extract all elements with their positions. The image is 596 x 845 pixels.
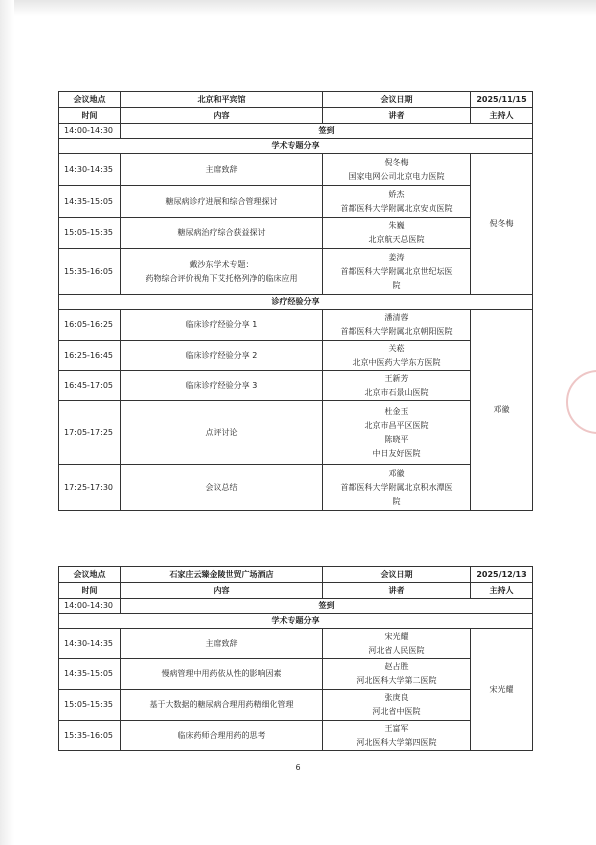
content-header: 内容 bbox=[121, 583, 323, 599]
row-speaker bbox=[323, 401, 471, 465]
row-time: 14:35-15:05 bbox=[59, 659, 121, 690]
row-time: 14:30-14:35 bbox=[59, 154, 121, 186]
row-time: 16:45-17:05 bbox=[59, 371, 121, 401]
host-header: 主持人 bbox=[471, 108, 533, 124]
row-time: 15:35-16:05 bbox=[59, 249, 121, 295]
date-value: 2025/12/13 bbox=[471, 567, 533, 583]
row-speaker bbox=[323, 629, 471, 659]
row-speaker bbox=[323, 659, 471, 690]
venue-label: 会议地点 bbox=[59, 92, 121, 108]
time-header: 时间 bbox=[59, 108, 121, 124]
row-content: 临床药师合理用药的思考 bbox=[121, 721, 323, 751]
speaker-name: 王新芳 bbox=[384, 373, 409, 383]
scan-shadow-top bbox=[0, 0, 596, 16]
speaker-org: 首都医科大学附属北京世纪坛医 bbox=[340, 266, 453, 276]
row-content: 主席致辞 bbox=[121, 154, 323, 186]
row-speaker bbox=[323, 690, 471, 721]
row-time: 15:35-16:05 bbox=[59, 721, 121, 751]
checkin-label: 签到 bbox=[121, 124, 533, 139]
speaker-name: 邓徽 bbox=[388, 468, 405, 478]
speaker-org: 河北医科大学第二医院 bbox=[356, 676, 437, 685]
speaker-name: 张庚良 bbox=[384, 693, 409, 702]
section-header-row bbox=[59, 139, 533, 154]
checkin-row bbox=[59, 124, 533, 139]
row-content: 糖尿病治疗综合获益探讨 bbox=[121, 218, 323, 249]
agenda-row bbox=[59, 401, 533, 465]
content-header: 内容 bbox=[121, 108, 323, 124]
scan-shadow-left bbox=[0, 0, 14, 845]
host-cell: 邓徽 bbox=[471, 310, 533, 511]
row-content bbox=[121, 249, 323, 295]
time-header: 时间 bbox=[59, 583, 121, 599]
row-time: 15:05-15:35 bbox=[59, 218, 121, 249]
agenda-row bbox=[59, 690, 533, 721]
row-time: 17:05-17:25 bbox=[59, 401, 121, 465]
speaker-name: 赵占胜 bbox=[384, 662, 409, 671]
speaker-org: 河北医科大学第四医院 bbox=[356, 737, 437, 747]
row-speaker bbox=[323, 341, 471, 371]
agenda-row bbox=[59, 249, 533, 295]
checkin-time: 14:00-14:30 bbox=[59, 599, 121, 614]
row-content: 临床诊疗经验分享 1 bbox=[121, 310, 323, 341]
agenda-row bbox=[59, 186, 533, 218]
row-speaker bbox=[323, 371, 471, 401]
venue-value: 石家庄云臻金陵世贸广场酒店 bbox=[121, 567, 323, 583]
speaker-name-2: 陈晓平 bbox=[384, 434, 409, 444]
host-cell: 倪冬梅 bbox=[471, 154, 533, 295]
row-content: 主席致辞 bbox=[121, 629, 323, 659]
speaker-org: 河北省人民医院 bbox=[368, 645, 425, 655]
row-speaker bbox=[323, 310, 471, 341]
agenda-row bbox=[59, 659, 533, 690]
row-content: 慢病管理中用药依从性的影响因素 bbox=[121, 659, 323, 690]
row-time: 17:25-17:30 bbox=[59, 465, 121, 511]
agenda-row bbox=[59, 341, 533, 371]
content-line-2: 药物综合评价视角下艾托格列净的临床应用 bbox=[145, 273, 298, 283]
speaker-org: 北京市昌平区医院 bbox=[364, 420, 429, 430]
speaker-org-cont: 院 bbox=[392, 496, 401, 506]
page-number: 6 bbox=[295, 763, 301, 772]
section-title: 学术专题分享 bbox=[59, 139, 533, 154]
meeting-2-agenda-table bbox=[58, 566, 533, 751]
meeting-1-agenda-table bbox=[58, 91, 533, 511]
speaker-org: 河北省中医院 bbox=[372, 707, 421, 716]
agenda-row bbox=[59, 465, 533, 511]
column-header-row bbox=[59, 583, 533, 599]
host-cell: 宋光耀 bbox=[471, 629, 533, 751]
host-header: 主持人 bbox=[471, 583, 533, 599]
section-title: 学术专题分享 bbox=[59, 614, 533, 629]
speaker-name: 王富军 bbox=[384, 723, 409, 733]
agenda-row bbox=[59, 371, 533, 401]
venue-row bbox=[59, 92, 533, 108]
speaker-org: 北京航天总医院 bbox=[368, 235, 425, 244]
speaker-org: 北京中医药大学东方医院 bbox=[352, 357, 441, 367]
checkin-row bbox=[59, 599, 533, 614]
venue-value: 北京和平宾馆 bbox=[121, 92, 323, 108]
date-label: 会议日期 bbox=[323, 567, 471, 583]
section-header-row bbox=[59, 295, 533, 310]
date-label: 会议日期 bbox=[323, 92, 471, 108]
row-time: 15:05-15:35 bbox=[59, 690, 121, 721]
agenda-row bbox=[59, 218, 533, 249]
speaker-name: 姜涛 bbox=[388, 252, 405, 262]
checkin-time: 14:00-14:30 bbox=[59, 124, 121, 139]
venue-row bbox=[59, 567, 533, 583]
agenda-row bbox=[59, 310, 533, 341]
row-speaker bbox=[323, 721, 471, 751]
venue-label: 会议地点 bbox=[59, 567, 121, 583]
row-content: 糖尿病诊疗进展和综合管理探讨 bbox=[121, 186, 323, 218]
speaker-name: 倪冬梅 bbox=[384, 157, 409, 167]
speaker-name: 关菘 bbox=[388, 343, 405, 353]
row-speaker bbox=[323, 249, 471, 295]
speaker-org: 首都医科大学附属北京安贞医院 bbox=[340, 203, 453, 213]
row-content: 基于大数据的糖尿病合理用药精细化管理 bbox=[121, 690, 323, 721]
speaker-name: 杜金玉 bbox=[384, 406, 409, 416]
row-time: 14:35-15:05 bbox=[59, 186, 121, 218]
row-time: 16:25-16:45 bbox=[59, 341, 121, 371]
column-header-row bbox=[59, 108, 533, 124]
row-speaker bbox=[323, 465, 471, 511]
speaker-name: 娇杰 bbox=[388, 189, 405, 199]
section-header-row bbox=[59, 614, 533, 629]
row-speaker bbox=[323, 186, 471, 218]
speaker-org: 国家电网公司北京电力医院 bbox=[348, 171, 445, 181]
row-time: 16:05-16:25 bbox=[59, 310, 121, 341]
row-time: 14:30-14:35 bbox=[59, 629, 121, 659]
speaker-org: 北京市石景山医院 bbox=[364, 387, 429, 397]
agenda-row bbox=[59, 629, 533, 659]
row-speaker bbox=[323, 154, 471, 186]
section-title: 诊疗经验分享 bbox=[59, 295, 533, 310]
speaker-header: 讲者 bbox=[323, 108, 471, 124]
speaker-org: 首都医科大学附属北京积水潭医 bbox=[340, 482, 453, 492]
speaker-header: 讲者 bbox=[323, 583, 471, 599]
agenda-row bbox=[59, 154, 533, 186]
row-content: 会议总结 bbox=[121, 465, 323, 511]
speaker-name: 潘清蓉 bbox=[384, 313, 409, 322]
red-seal-stamp bbox=[566, 370, 596, 434]
row-content: 临床诊疗经验分享 3 bbox=[121, 371, 323, 401]
speaker-org: 首都医科大学附属北京朝阳医院 bbox=[340, 327, 453, 336]
row-speaker bbox=[323, 218, 471, 249]
agenda-row bbox=[59, 721, 533, 751]
speaker-name: 朱巍 bbox=[388, 221, 405, 230]
speaker-name: 宋光耀 bbox=[384, 631, 409, 641]
checkin-label: 签到 bbox=[121, 599, 533, 614]
row-content: 点评讨论 bbox=[121, 401, 323, 465]
date-value: 2025/11/15 bbox=[471, 92, 533, 108]
speaker-org-cont: 院 bbox=[392, 280, 401, 290]
speaker-org-2: 中日友好医院 bbox=[372, 448, 421, 458]
row-content: 临床诊疗经验分享 2 bbox=[121, 341, 323, 371]
content-line-1: 戴沙东学术专题： bbox=[189, 259, 254, 269]
